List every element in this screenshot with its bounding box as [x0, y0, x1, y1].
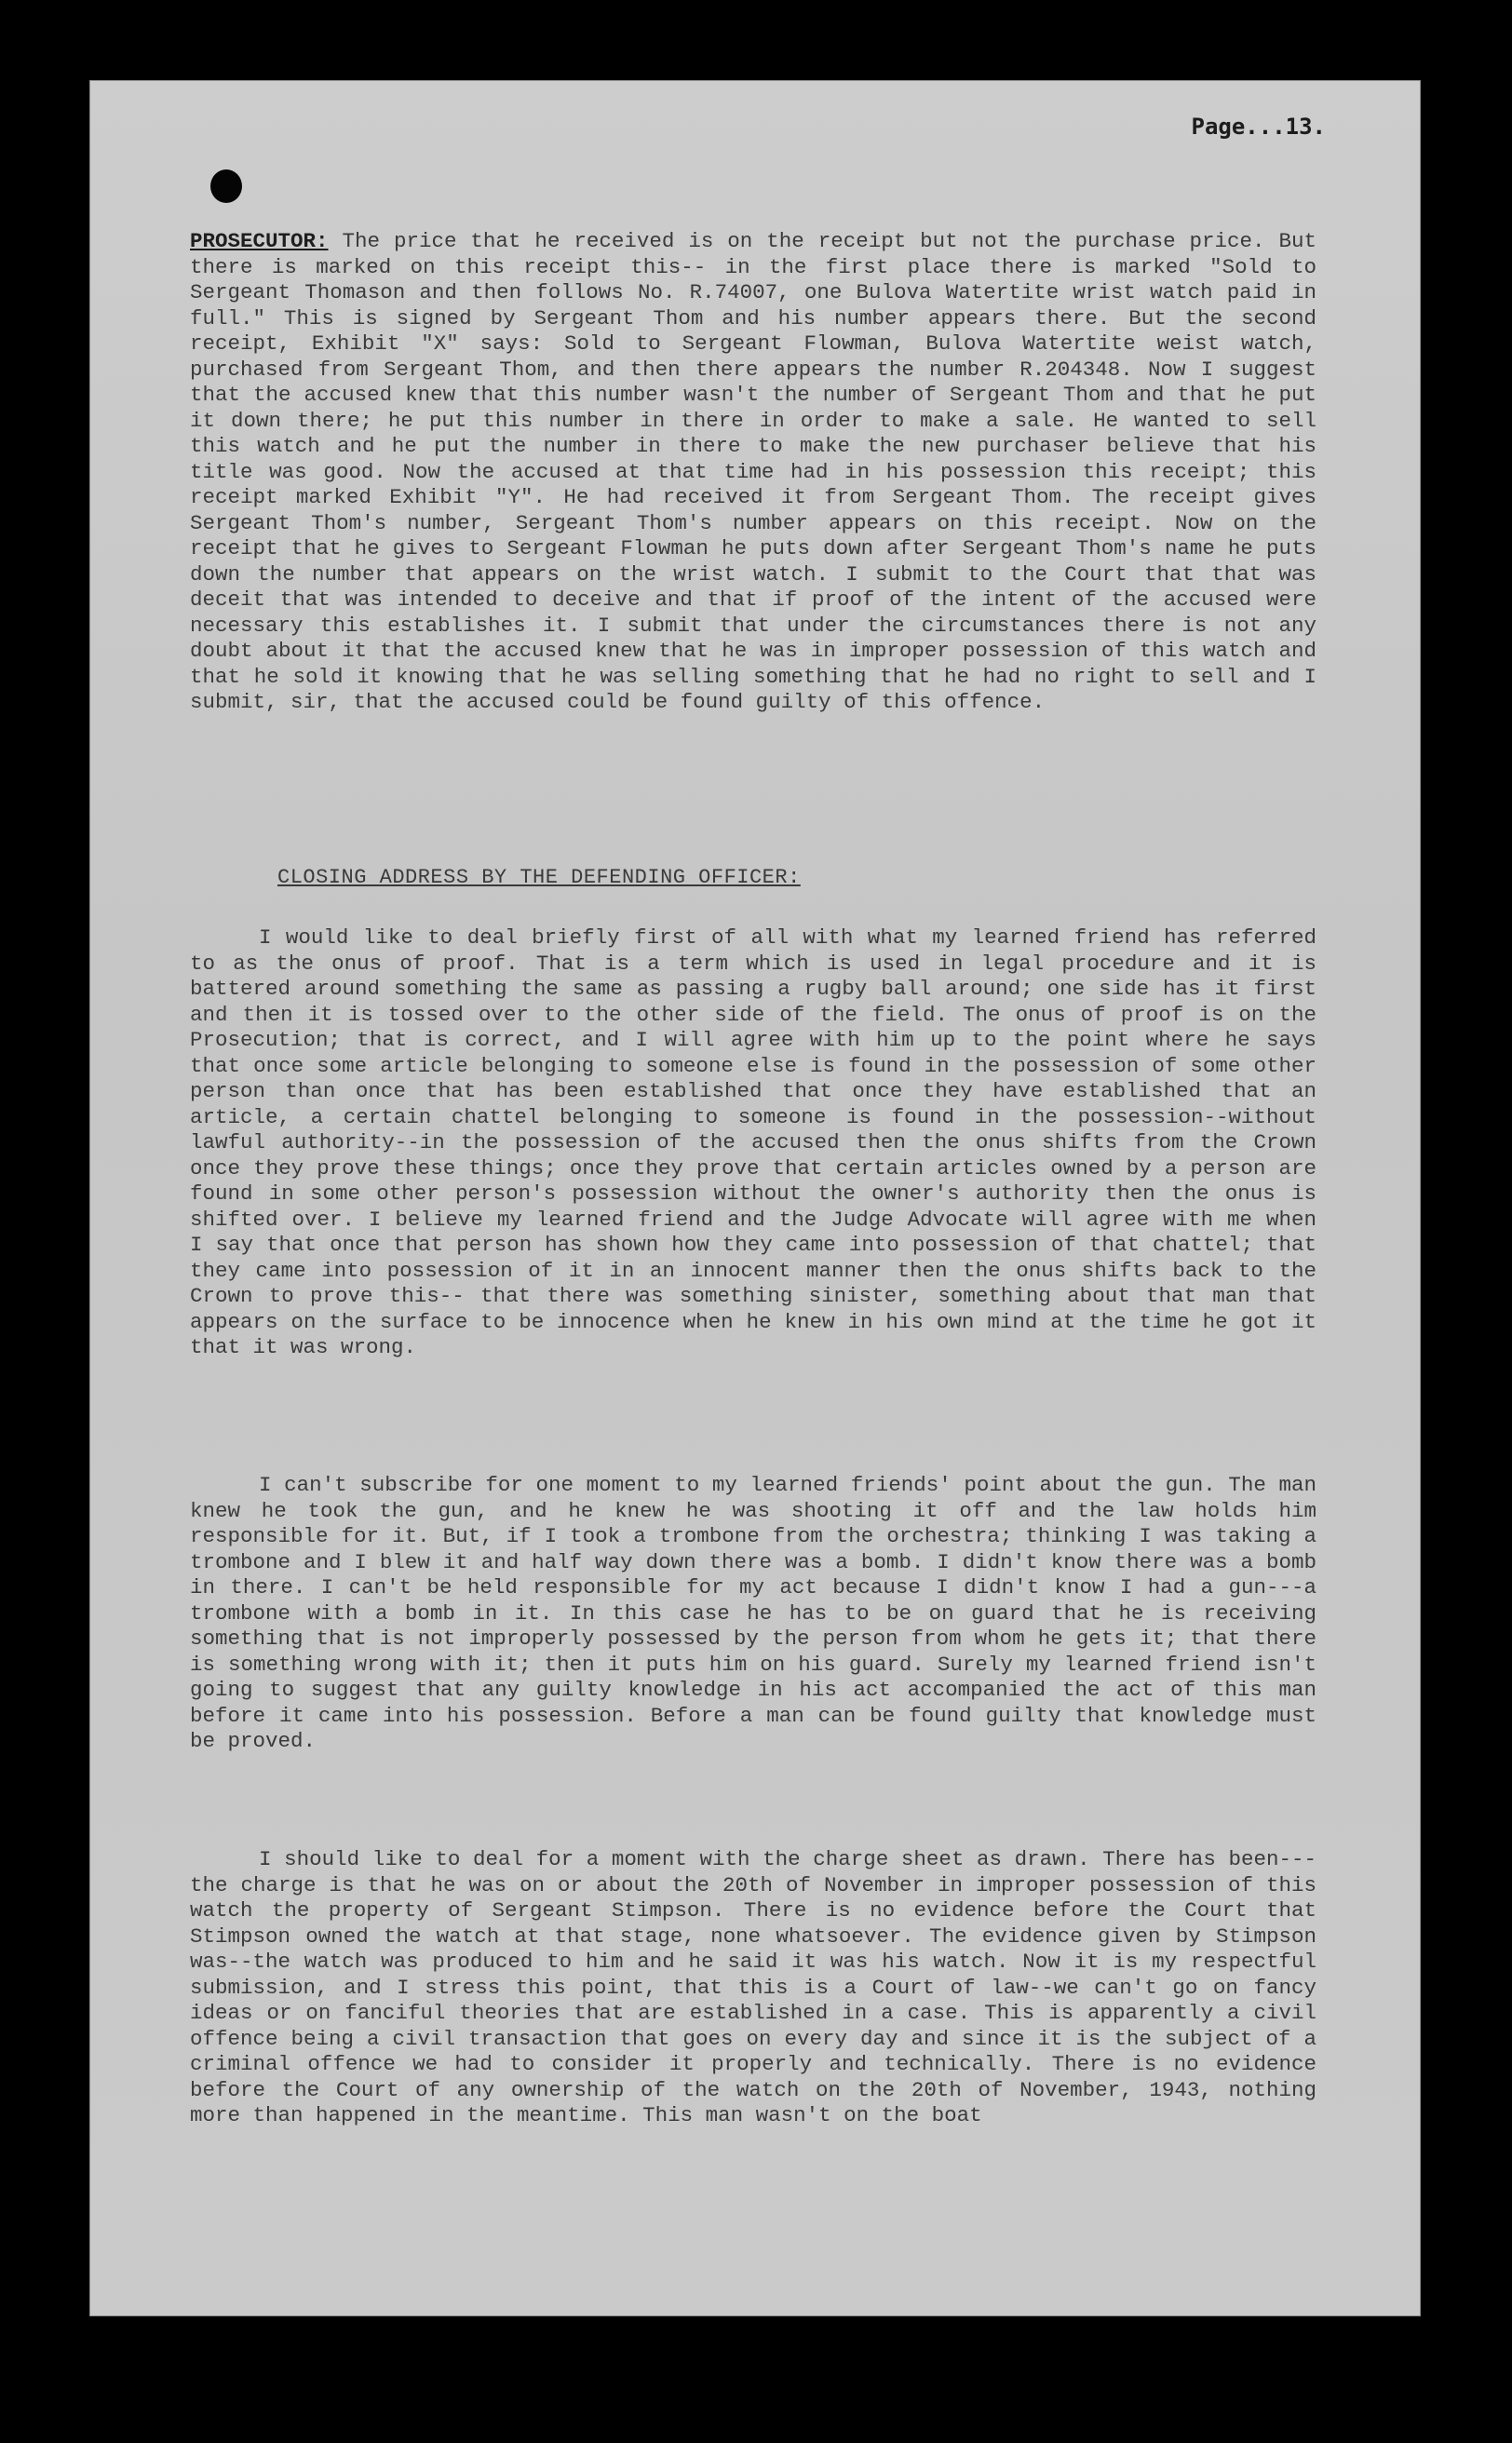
- prosecutor-label: PROSECUTOR:: [190, 229, 329, 253]
- punch-hole: [210, 169, 242, 203]
- paragraph-text: I should like to deal for a moment with the charge sheet as drawn. There has been---the charge is that he was on or about the 20th of November in improper possession of this watch the property of Sergeant Stimpson. There is no evidence before the Court that Stimpson owned the watch at that stage, none whatsoever. The evidence given by Stimpson was--the watch was produced to him and he said it was his watch. Now it is my respectful submission, and I stress this point, that this is a Court of law--we can't go on fancy ideas or on fanciful theories that are established in a case. This is apparently a civil offence being a civil transaction that goes on every day and since it is the subject of a criminal offence we had to consider it properly and technically. There is no evidence before the Court of any ownership of the watch on the 20th of November, 1943, nothing more than happened in the meantime. This man wasn't on the boat: [190, 1847, 1316, 2127]
- closing-paragraph-3: [190, 1847, 1316, 2129]
- closing-paragraph-1: [190, 925, 1316, 1361]
- prosecutor-text: The price that he received is on the receipt but not the purchase price. But there is marked on this receipt this-- in the first place there is marked "Sold to Sergeant Thomason and then follows No. R.74007, one Bulova Watertite wrist watch paid in full." This is signed by Sergeant Thom and his number appears there. But the second receipt, Exhibit "X" says: Sold to Sergeant Flowman, Bulova Watertite weist watch, purchased from Sergeant Thom, and then there appears the number R.204348. Now I suggest that the accused knew that this number wasn't the number of Sergeant Thom and that he put it down there; he put this number in there in order to make a sale. He wanted to sell this watch and he put the number in there to make the new purchaser believe that his title was good. Now the accused at that time had in his possession this receipt; this receipt marked Exhibit "Y". He had received it from Sergeant Thom. The receipt gives Sergeant Thom's number, Sergeant Thom's number appears on this receipt. Now on the receipt that he gives to Sergeant Flowman he puts down after Sergeant Thom's name he puts down the number that appears on the wrist watch. I submit to the Court that that was deceit that was intended to deceive and that if proof of the intent of the accused were necessary this establishes it. I submit that under the circumstances there is not any doubt about it that the accused knew that he was in improper possession of this watch and that he sold it knowing that he was selling something that he had no right to sell and I submit, sir, that the accused could be found guilty of this offence.: [190, 229, 1316, 714]
- paragraph-text: I would like to deal briefly first of all with what my learned friend has referred to as the onus of proof. That is a term which is used in legal procedure and it is battered around something the same as passing a rugby ball around; one side has it first and then it is tossed over to the other side of the field. The onus of proof is on the Prosecution; that is correct, and I will agree with him up to the point where he says that once some article belonging to someone else is found in the possession of some other person than once that has been established that once they have established that an article, a certain chattel belonging to someone is found in the possession--without lawful authority--in the possession of the accused then the onus shifts from the Crown once they prove these things; once they prove that certain articles owned by a person are found in some other person's possession without the owner's authority then the onus is shifted over. I believe my learned friend and the Judge Advocate will agree with me when I say that once that person has shown how they came into possession of that chattel; that they came into possession of it in an innocent manner then the onus shifts back to the Crown to prove this-- that there was something sinister, something about that man that appears on the surface to be innocence when he knew in his own mind at the time he got it that it was wrong.: [190, 925, 1316, 1359]
- page-number: Page...13.: [1191, 114, 1326, 140]
- paragraph-text: I can't subscribe for one moment to my learned friends' point about the gun. The man knew he took the gun, and he knew he was shooting it off and the law holds him responsible for it. But, if I took a trombone from the orchestra; thinking I was taking a trombone and I blew it and half way down there was a bomb. I didn't know there was a bomb in there. I can't be held responsible for my act because I didn't know I had a gun---a trombone with a bomb in it. In this case he has to be on guard that he is receiving something that is not improperly possessed by the person from whom he gets it; that there is something wrong with it; then it puts him on his guard. Surely my learned friend isn't going to suggest that any guilty knowledge in his act accompanied the act of this man before it came into his possession. Before a man can be found guilty that knowledge must be proved.: [190, 1473, 1316, 1753]
- closing-address-heading: CLOSING ADDRESS BY THE DEFENDING OFFICER:: [277, 866, 801, 889]
- prosecutor-statement: [190, 229, 1316, 716]
- closing-paragraph-2: [190, 1473, 1316, 1755]
